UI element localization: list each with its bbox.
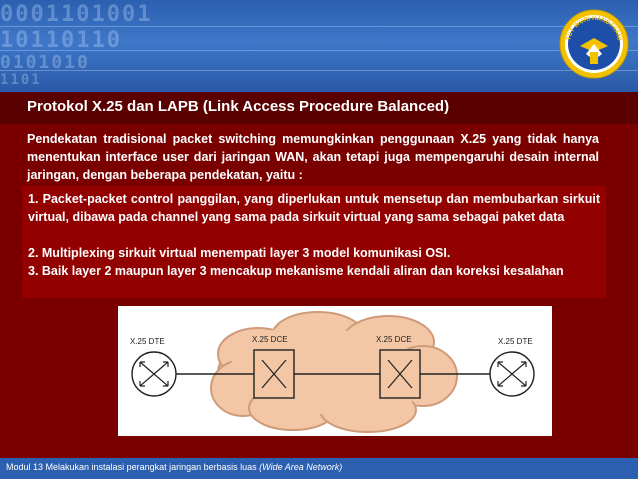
header-band bbox=[0, 0, 638, 92]
dce-left-node bbox=[254, 350, 294, 398]
dce-left-label: X.25 DCE bbox=[252, 335, 288, 344]
binary-decoration: 0101010 bbox=[0, 52, 90, 73]
point-item-1: 1. Packet-packet control panggilan, yang diperlukan untuk mensetup dan membubarkan sirkuit virtual, dibawa pada channel yang sama pada sirkuit virtual yang sama sebagai paket data bbox=[28, 192, 600, 224]
dte-right-label: X.25 DTE bbox=[498, 337, 533, 346]
divider bbox=[0, 70, 638, 71]
binary-decoration: 0001101001 bbox=[0, 2, 153, 27]
footer-module-title: Modul 13 Melakukan instalasi perangkat jaringan berbasis luas bbox=[6, 462, 260, 472]
binary-decoration: 10110110 bbox=[0, 28, 122, 53]
point-item-3: 3. Baik layer 2 maupun layer 3 mencakup mekanisme kendali aliran dan koreksi kesalahan bbox=[28, 264, 564, 278]
dte-left-label: X.25 DTE bbox=[130, 337, 165, 346]
slide-title: Protokol X.25 dan LAPB (Link Access Procedure Balanced) bbox=[27, 98, 450, 115]
dte-left-node bbox=[132, 352, 176, 396]
divider bbox=[0, 50, 638, 51]
intro-paragraph: Pendekatan tradisional packet switching memungkinkan penggunaan X.25 yang tidak hanya menentukan interface user dari jaringan WAN, akan tetapi juga mempengaruhi desain internal jaringan, dengan beberapa pendekatan, yaitu : bbox=[27, 132, 599, 182]
dce-right-label: X.25 DCE bbox=[376, 335, 412, 344]
footer-text bbox=[6, 462, 342, 472]
x25-network-diagram bbox=[118, 306, 552, 436]
divider bbox=[0, 26, 638, 27]
tut-wuri-handayani-emblem-icon bbox=[558, 8, 630, 80]
footer-emphasis: (Wide Area Network) bbox=[259, 462, 343, 472]
point-item-2: 2. Multiplexing sirkuit virtual menempati layer 3 model komunikasi OSI. bbox=[28, 246, 451, 260]
footer-bar bbox=[0, 458, 638, 479]
logo-text: TUT WURI HANDAYANI bbox=[565, 14, 623, 42]
dce-right-node bbox=[380, 350, 420, 398]
dte-right-node bbox=[490, 352, 534, 396]
binary-decoration: 1101 bbox=[0, 72, 42, 88]
